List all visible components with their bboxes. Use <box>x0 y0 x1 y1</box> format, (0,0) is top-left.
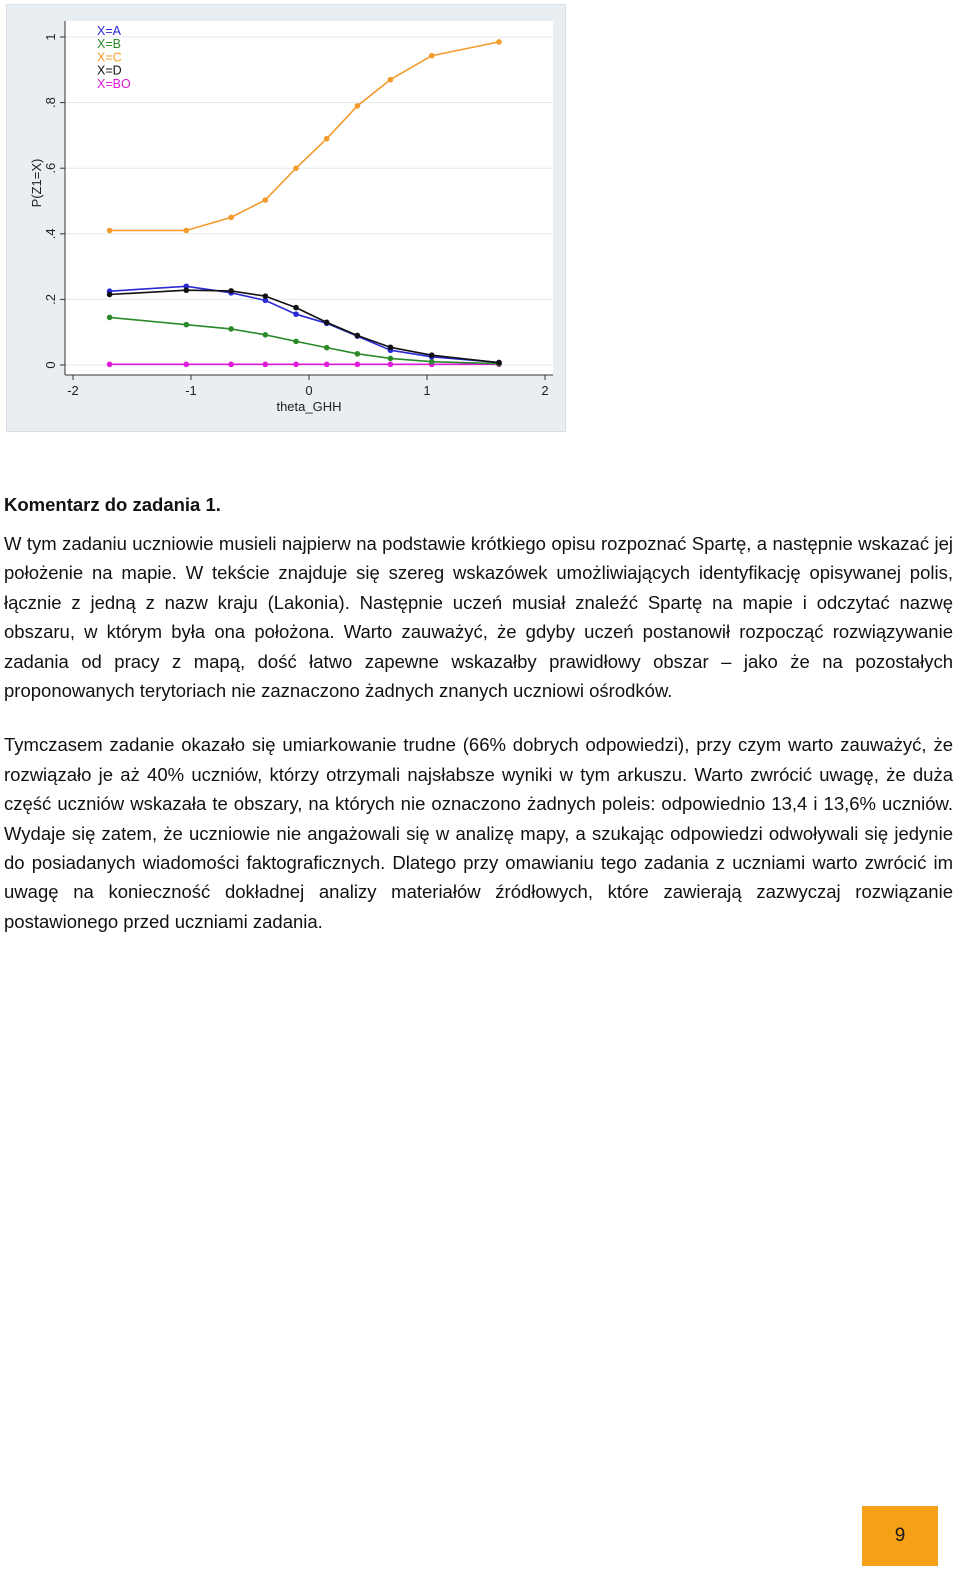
series-point-x-b <box>324 345 330 351</box>
comment-heading: Komentarz do zadania 1. <box>4 494 221 515</box>
series-point-x-c <box>388 77 394 83</box>
x-tick-label: -2 <box>67 383 79 398</box>
series-point-x-bo <box>228 362 234 368</box>
series-point-x-d <box>388 344 394 350</box>
series-point-x-c <box>429 53 435 59</box>
legend-item-x-d: X=D <box>97 63 122 78</box>
y-tick-label: .4 <box>43 228 58 240</box>
series-point-x-bo <box>107 362 113 368</box>
series-point-x-c <box>183 228 189 234</box>
x-tick-label: 1 <box>423 383 431 398</box>
series-point-x-c <box>263 197 269 203</box>
y-tick-label: .2 <box>43 293 58 305</box>
legend-item-x-a: X=A <box>97 24 121 38</box>
series-point-x-bo <box>183 362 189 368</box>
series-point-x-b <box>355 351 361 357</box>
series-point-x-b <box>388 356 394 362</box>
legend-item-x-bo: X=BO <box>97 76 131 91</box>
x-tick-label: -1 <box>185 383 197 398</box>
series-point-x-bo <box>324 362 330 368</box>
y-tick-label: .8 <box>43 97 58 109</box>
series-point-x-bo <box>263 362 269 368</box>
y-tick-label: 0 <box>43 361 58 369</box>
series-point-x-b <box>183 322 189 328</box>
series-point-x-d <box>324 320 330 326</box>
page-number-badge <box>862 1506 938 1566</box>
series-point-x-d <box>429 352 435 358</box>
chart-container <box>6 4 566 432</box>
page-number: 9 <box>894 1525 906 1546</box>
comment-section <box>4 490 953 936</box>
series-point-x-c <box>293 165 299 171</box>
series-point-x-d <box>107 292 113 298</box>
series-point-x-c <box>324 136 330 142</box>
series-point-x-b <box>429 359 435 365</box>
x-axis-title: theta_GHH <box>276 399 342 414</box>
series-point-x-d <box>228 288 234 294</box>
y-axis-title: P(Z1=X) <box>29 158 44 208</box>
y-tick-label: 1 <box>43 33 58 41</box>
x-tick-label: 0 <box>305 383 313 398</box>
comment-paragraph-1: W tym zadaniu uczniowie musieli najpierw na podstawie krótkiego opisu rozpoznać Spartę, a następnie wskazać jej położenie na mapie. W tekście znajduje się szereg wskazówek umożliwiających identyfikację opisywanej polis, łącznie z jedną z nazw kraju (Lakonia). Następnie uczeń musiał znaleźć Spartę na mapie i odczytać nazwę obszaru, w którym była ona położona. Warto zauważyć, że gdyby uczeń postanowił rozpocząć rozwiązywanie zadania od pracy z mapą, dość łatwo zapewne wskazałby prawidłowy obszar – jako że na pozostałych proponowanych terytoriach nie zaznaczono żadnych znanych uczniowi ośrodków. <box>4 533 953 702</box>
comment-paragraph-2: Tymczasem zadanie okazało się umiarkowanie trudne (66% dobrych odpowiedzi), przy czym warto zauważyć, że rozwiązało je aż 40% uczniów, którzy otrzymali najsłabsze wyniki w tym arkuszu. Warto zwrócić uwagę, że duża część uczniów wskazała te obszary, na których nie oznaczono żadnych poleis: odpowiednio 13,4 i 13,6% uczniów. Wydaje się zatem, że uczniowie nie angażowali się w analizę mapy, a szukając odpowiedzi odwoływali się jedynie do posiadanych wiadomości faktograficznych. Dlatego przy omawianiu tego zadania z uczniami warto zwrócić im uwagę na konieczność dokładnej analizy materiałów źródłowych, które zawierają zazwyczaj rozwiązanie postawionego przed uczniami zadania. <box>4 734 953 932</box>
series-point-x-c <box>355 103 361 109</box>
series-point-x-b <box>263 332 269 338</box>
series-point-x-d <box>355 333 361 339</box>
series-point-x-bo <box>355 362 361 368</box>
series-point-x-c <box>228 215 234 221</box>
series-point-x-c <box>496 39 502 45</box>
y-tick-label: .6 <box>43 162 58 174</box>
series-point-x-d <box>183 287 189 293</box>
series-point-x-a <box>293 311 299 317</box>
series-point-x-b <box>293 339 299 345</box>
legend-item-x-c: X=C <box>97 50 122 65</box>
series-point-x-c <box>107 228 113 234</box>
legend-item-x-b: X=B <box>97 37 121 52</box>
series-point-x-b <box>107 315 113 321</box>
series-point-x-b <box>228 326 234 332</box>
line-chart <box>7 5 567 433</box>
series-point-x-d <box>263 293 269 299</box>
plot-area <box>65 21 553 375</box>
x-tick-label: 2 <box>541 383 549 398</box>
series-point-x-d <box>293 305 299 311</box>
series-point-x-d <box>496 360 502 366</box>
series-point-x-bo <box>293 362 299 368</box>
series-point-x-bo <box>388 362 394 368</box>
